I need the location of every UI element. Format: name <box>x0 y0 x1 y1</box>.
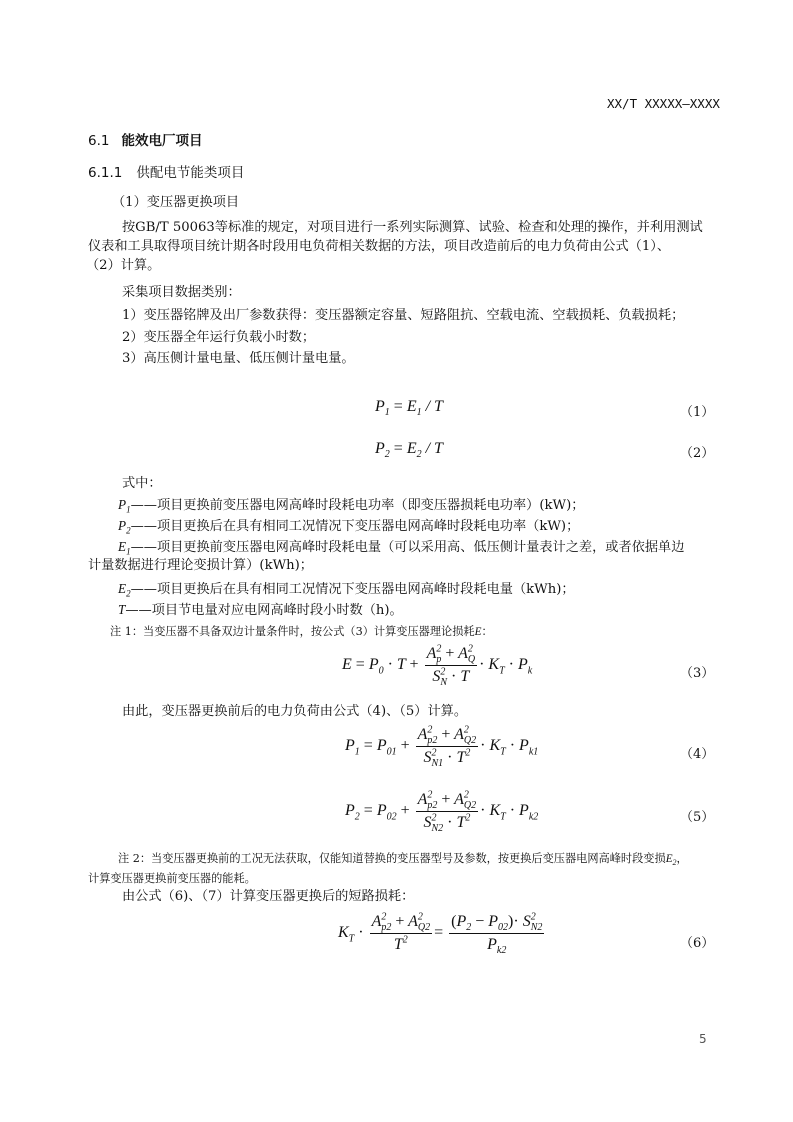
equation-number-2: （2） <box>680 446 715 461</box>
section-heading <box>88 129 202 149</box>
eq1-rhs-sub: 1 <box>416 407 422 419</box>
eq2-lhs: P <box>375 440 385 457</box>
equation-4: $P_1 = P_{01}$ + $\frac{A^2_{p2} + A^2_{Q2}}{S^2_{N1} \cdot T^2}$ · $K_T \cdot P_{k1}$ <box>345 724 539 770</box>
data-category-item: 3）高压侧计量电量、低压侧计量电量。 <box>122 351 355 366</box>
def-symbol: E <box>118 581 127 596</box>
section-number: 6.1 <box>88 133 110 149</box>
def-text: ——项目更换前变压器电网高峰时段耗电量（可以采用高、低压侧计量表计之差，或者依据单边 <box>130 540 685 555</box>
subsection-title: 供配电节能类项目 <box>136 165 245 181</box>
def-symbol: P <box>118 518 127 533</box>
def-symbol-sub: 2 <box>126 588 131 599</box>
section-title: 能效电厂项目 <box>121 133 203 149</box>
def-symbol-sub: 1 <box>126 546 131 557</box>
equation-6: $K_T$ · $\frac{A^2_{p2} + A^2_{Q2}}{T^2}$ = $\frac{(P_2 - P_{02})\cdot S^2_{N2}}{P_{k2}}$ <box>338 911 543 957</box>
equation-number-4: （4） <box>680 747 715 762</box>
page-number: 5 <box>699 1032 707 1046</box>
item-title: （1）变压器更换项目 <box>112 195 240 210</box>
def-symbol: T <box>118 602 126 617</box>
note-1-symbol: E <box>474 626 482 638</box>
eq2-divisor: / T <box>425 440 443 457</box>
definition-t <box>118 600 403 620</box>
equation-1: $P_1 = E_1 / T$ <box>375 398 443 419</box>
equation-number-3: （3） <box>680 666 715 681</box>
data-categories-label: 采集项目数据类别： <box>122 285 241 300</box>
paragraph-formula-6-7: 由公式（6)、（7）计算变压器更换后的短路损耗： <box>122 889 415 904</box>
equation-3: $E = P_0 \cdot T$ + $\frac{A^2_p + A^2_Q}{S^2_N \cdot T}$ · $K_T \cdot P_k$ <box>342 643 533 689</box>
eq1-divisor: / T <box>425 398 443 415</box>
where-label: 式中： <box>122 476 162 491</box>
standard-code-header: XX/T XXXXX—XXXX <box>607 96 720 111</box>
equation-number-6: （6） <box>680 936 715 951</box>
eq2-rhs: E <box>406 440 417 457</box>
def-text: ——项目更换后在具有相同工况情况下变压器电网高峰时段耗电量（kWh)； <box>130 582 575 597</box>
note-2-line-2: 计算变压器更换前变压器的能耗。 <box>88 872 256 885</box>
def-symbol: P <box>118 497 127 512</box>
eq2-rhs-sub: 2 <box>416 449 422 461</box>
def-symbol: E <box>118 539 127 554</box>
eq1-lhs-sub: 1 <box>384 407 390 419</box>
note-1-text: 注 1：当变压器不具备双边计量条件时，按公式（3）计算变压器理论损耗 <box>110 625 475 638</box>
definition-e1-continued: 计量数据进行理论变损计算）(kWh)； <box>88 558 313 573</box>
note-2-text: 注 2：当变压器更换前的工况无法获取，仅能知道替换的变压器型号及参数，按更换后变压器电网高峰时段变损 <box>118 852 666 865</box>
paragraph-formula-4-5: 由此，变压器更换前后的电力负荷由公式（4)、（5）计算。 <box>122 704 468 719</box>
def-text: ——项目更换后在具有相同工况情况下变压器电网高峰时段耗电功率（kW)； <box>130 519 580 534</box>
data-category-item: 1）变压器铭牌及出厂参数获得：变压器额定容量、短路阻抗、空载电流、空载损耗、负载损耗； <box>122 308 685 323</box>
equation-5: $P_2 = P_{02}$ + $\frac{A^2_{p2} + A^2_{Q2}}{S^2_{N2} \cdot T^2}$ · $K_T \cdot P_{k2}$ <box>345 789 539 835</box>
intro-line-2: 仪表和工具取得项目统计期各时段用电负荷相关数据的方法，项目改造前后的电力负荷由公式（1）、 <box>88 239 671 254</box>
subsection-number: 6.1.1 <box>88 165 123 181</box>
note-2-line-1 <box>118 850 688 867</box>
note-1 <box>110 623 493 639</box>
def-text: ——项目节电量对应电网高峰时段小时数（h)。 <box>125 603 403 618</box>
equation-number-1: （1） <box>680 405 715 420</box>
intro-line-1: 按GB/T 50063等标准的规定，对项目进行一系列实际测算、试验、检查和处理的操作，并利用测试 <box>122 220 703 235</box>
note-2-end: ， <box>676 852 688 865</box>
eq1-lhs: P <box>375 398 385 415</box>
note-1-end: ： <box>481 625 493 638</box>
subsection-heading <box>88 161 244 181</box>
data-category-item: 2）变压器全年运行负载小时数； <box>122 330 316 345</box>
eq1-rhs: E <box>406 398 417 415</box>
note-2-symbol: E <box>665 853 673 865</box>
def-symbol-sub: 2 <box>126 525 131 536</box>
equation-2: $P_2 = E_2 / T$ <box>375 440 443 461</box>
def-symbol-sub: 1 <box>126 504 131 515</box>
def-text: ——项目更换前变压器电网高峰时段耗电功率（即变压器损耗电功率）(kW)； <box>130 498 585 513</box>
eq2-lhs-sub: 2 <box>384 449 390 461</box>
equation-number-5: （5） <box>680 810 715 825</box>
intro-line-3: （2）计算。 <box>86 258 161 273</box>
note-2-symbol-sub: 2 <box>672 858 677 868</box>
